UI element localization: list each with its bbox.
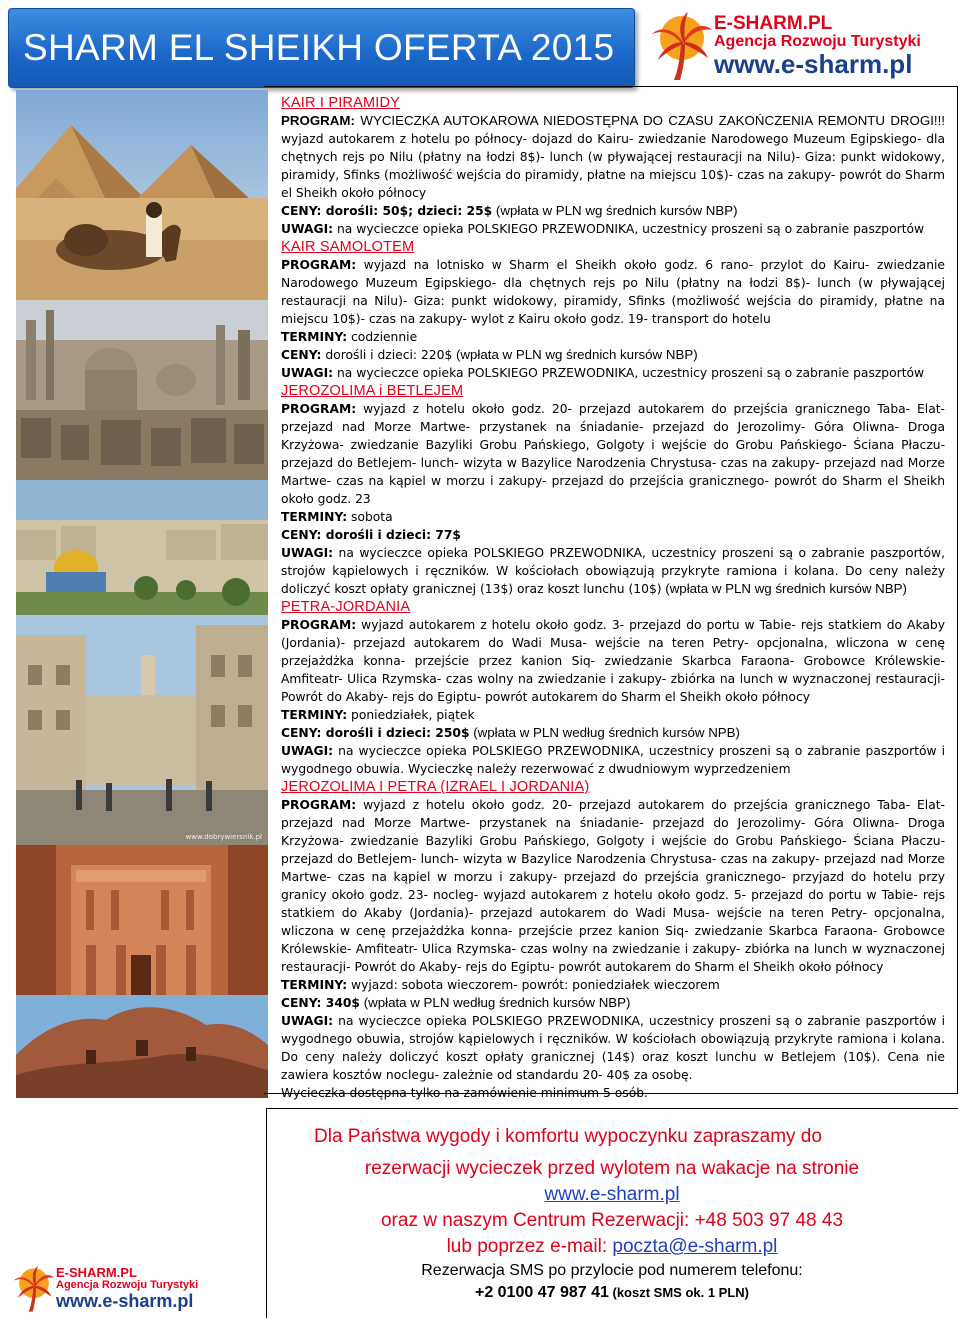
ceny-label: CENY: bbox=[281, 996, 322, 1010]
page-title: SHARM EL SHEIKH OFERTA 2015 bbox=[23, 27, 615, 68]
contact-line-email bbox=[266, 1234, 958, 1260]
section-heading-jerozolima-betlejem: JEROZOLIMA i BETLEJEM bbox=[281, 383, 464, 399]
terminy-text: wyjazd: sobota wieczorem- powrót: poniedziałek wieczorem bbox=[347, 978, 720, 992]
bethlehem-street-photo bbox=[16, 615, 268, 845]
terminy-label: TERMINY: bbox=[281, 510, 348, 524]
contact-line-sms-number bbox=[266, 1282, 958, 1304]
ceny-note: (wpłata w PLN wg średnich kursów NBP) bbox=[492, 203, 738, 218]
ceny-text: dorośli i dzieci: 250$ bbox=[321, 726, 470, 740]
ceny-jerozolima-petra bbox=[281, 994, 945, 1012]
logo-tagline: Agencja Rozwoju Turystyki bbox=[714, 32, 921, 50]
photo-watermark: www.dobrywiersnik.pl bbox=[185, 833, 262, 841]
uwagi-label: UWAGI: bbox=[281, 1014, 334, 1028]
agency-logo-top[interactable] bbox=[650, 6, 952, 84]
ceny-label: CENY: bbox=[281, 528, 322, 542]
ceny-label: CENY: bbox=[281, 726, 322, 740]
program-label: PROGRAM: bbox=[281, 113, 355, 128]
terminy-jerozolima-betlejem bbox=[281, 508, 945, 526]
photo-column bbox=[16, 90, 268, 1098]
terminy-petra-jordania bbox=[281, 706, 945, 724]
ceny-jerozolima-betlejem bbox=[281, 526, 945, 544]
email-link[interactable]: poczta@e-sharm.pl bbox=[612, 1236, 778, 1257]
ceny-kair-piramidy bbox=[281, 202, 945, 220]
uwagi-note: (wpłata w PLN wg średnich kursów NBP) bbox=[661, 581, 907, 596]
uwagi-text: na wycieczce opieka POLSKIEGO PRZEWODNIKA, uczestnicy proszeni są o zabranie paszportów bbox=[333, 222, 925, 236]
program-label: PROGRAM: bbox=[281, 618, 357, 632]
pyramids-photo bbox=[16, 90, 268, 300]
program-label: PROGRAM: bbox=[281, 402, 357, 416]
terminy-label: TERMINY: bbox=[281, 330, 348, 344]
ceny-note: (wpłata w PLN wg średnich kursów NBP) bbox=[452, 347, 698, 362]
ceny-note: (wpłata w PLN według średnich kursów NBP) bbox=[360, 995, 631, 1010]
cairo-city-photo bbox=[16, 300, 268, 480]
terminy-text: codziennie bbox=[347, 330, 418, 344]
program-text: wyjazd na lotnisko w Sharm el Sheikh około godz. 6 rano- przylot do Kairu- zwiedzanie Narodowego Muzeum Egipskiego- dla chętnych rejs po Nilu (płatny na łodzi 8$)- lunch (w pływającej restauracji na Nilu)- Giza: punkt widokowy, piramidy, Sfinks (możliwość wejścia do piramidy, płatne na miejscu 10$)- czas na zakupy- wylot z Kairu około godz. 19- transport do hotelu bbox=[281, 258, 945, 326]
logo-tagline: Agencja Rozwoju Turystyki bbox=[56, 1279, 199, 1291]
ceny-petra-jordania bbox=[281, 724, 945, 742]
uwagi-label: UWAGI: bbox=[281, 366, 334, 380]
contact-line-booking: rezerwacji wycieczek przed wylotem na wakacje na stronie bbox=[364, 1158, 860, 1179]
program-kair-piramidy bbox=[281, 112, 945, 202]
ceny-text: dorośli i dzieci: 220$ bbox=[321, 348, 453, 362]
contact-line-invite: Dla Państwa wygody i komfortu wypoczynku zapraszamy do bbox=[314, 1126, 822, 1147]
palm-tree-icon bbox=[650, 8, 714, 82]
section-heading-jerozolima-petra: JEROZOLIMA I PETRA (IZRAEL I JORDANIA) bbox=[281, 779, 590, 795]
terminy-label: TERMINY: bbox=[281, 978, 348, 992]
section-heading-kair-samolotem: KAIR SAMOLOTEM bbox=[281, 239, 415, 255]
terminy-text: poniedziałek, piątek bbox=[347, 708, 475, 722]
ceny-label: CENY: bbox=[281, 348, 322, 362]
jerusalem-photo bbox=[16, 480, 268, 615]
ceny-note: (wpłata w PLN według średnich kursów NPB) bbox=[469, 725, 740, 740]
program-label: PROGRAM: bbox=[281, 258, 357, 272]
logo-url: www.e-sharm.pl bbox=[714, 48, 913, 79]
website-link[interactable]: www.e-sharm.pl bbox=[544, 1184, 680, 1205]
program-kair-samolotem bbox=[281, 256, 945, 328]
email-prefix: lub poprzez e-mail: bbox=[446, 1236, 613, 1257]
ceny-text: dorośli i dzieci: 77$ bbox=[321, 528, 461, 542]
title-banner bbox=[8, 8, 635, 88]
contact-section bbox=[266, 1124, 958, 1304]
program-jerozolima-betlejem bbox=[281, 400, 945, 508]
uwagi-text: na wycieczce opieka POLSKIEGO PRZEWODNIKA, uczestnicy proszeni są o zabranie paszportów i wygodnego obuwia. Wycieczkę należy rezerwować z dwudniowym wyprzedzeniem bbox=[281, 744, 945, 776]
logo-brand: E-SHARM.PL bbox=[714, 12, 833, 34]
agency-logo-bottom[interactable] bbox=[12, 1262, 236, 1314]
uwagi-petra-jordania bbox=[281, 742, 945, 778]
uwagi-text: na wycieczce opieka POLSKIEGO PRZEWODNIKA, uczestnicy proszeni są o zabranie paszportów, strojów kąpielowych i ręczników. W kościołach obowiązują przykryte ramiona i kolana. Do ceny należy doliczyć koszt opłaty granicznej (13$) oraz koszt lunchu (10$) bbox=[281, 546, 945, 596]
ceny-kair-samolotem bbox=[281, 346, 945, 364]
sms-number: +2 0100 47 987 41 bbox=[474, 1284, 609, 1301]
ceny-label: CENY: bbox=[281, 204, 322, 218]
logo-url: www.e-sharm.pl bbox=[56, 1291, 194, 1311]
footnote-min-persons: Wycieczka dostępna tylko na zamówienie minimum 5 osób. bbox=[281, 1086, 648, 1100]
terminy-text: sobota bbox=[347, 510, 393, 524]
uwagi-label: UWAGI: bbox=[281, 546, 334, 560]
petra-treasury-photo bbox=[16, 845, 268, 995]
uwagi-text: na wycieczce opieka POLSKIEGO PRZEWODNIKA, uczestnicy proszeni są o zabranie paszportów bbox=[333, 366, 925, 380]
ceny-text: dorośli: 50$; dzieci: 25$ bbox=[321, 204, 493, 218]
program-text: wyjazd autokarem z hotelu po północy- dojazd do Kairu- zwiedzanie Narodowego Muzeum Egipskiego- dla chętnych rejs po Nilu (płatny na łodzi 8$)- lunch (w pływającej restauracji na Nilu)- Giza: punkt widokowy, piramidy, Sfinks (możliwość wejścia do piramidy, płatne na miejscu 10$)- czas na zakupy- powrót do Sharm el Sheikh około północy bbox=[281, 132, 945, 200]
logo-brand: E-SHARM.PL bbox=[56, 1265, 137, 1280]
uwagi-text: na wycieczce opieka POLSKIEGO PRZEWODNIKA, uczestnicy proszeni są o zabranie paszportów i wygodnego obuwia, strojów kąpielowych i ręczników. W kościołach obowiązują przykryte ramiona i kolana. Do ceny należy doliczyć koszt opłaty granicznej (14$) oraz koszt lunchu w Betlejem (10$). Cena nie zawiera kosztów noclegu- zależnie od standardu 20- 40$ za osobę. bbox=[281, 1014, 945, 1082]
uwagi-jerozolima-betlejem bbox=[281, 544, 945, 598]
uwagi-label: UWAGI: bbox=[281, 222, 334, 236]
terminy-label: TERMINY: bbox=[281, 708, 348, 722]
program-text: wyjazd z hotelu około godz. 20- przejazd autokarem do przejścia granicznego Taba- Elat- przejazd nad Morze Martwe- przystanek na śniadanie- przejazd do Jerozolimy- Góra Oliwna- Droga Krzyżowa- zwiedzanie Bazyliki Grobu Pańskiego, Golgoty i wejście do Grobu Pańskiego- Ściana Płaczu- przejazd do Betlejem- lunch- wizyta w Bazylice Narodzenia Chrystusa- czas na zakupy- przejazd nad Morze Martwe- czas na kąpiel w morzu i zakupy- przejazd do przejścia granicznego- powrót do Sharm el Sheikh około godz. 23 bbox=[281, 402, 945, 506]
palm-tree-icon bbox=[12, 1263, 56, 1313]
section-heading-petra-jordania: PETRA-JORDANIA bbox=[281, 599, 411, 615]
terminy-jerozolima-petra bbox=[281, 976, 945, 994]
contact-line-website bbox=[266, 1182, 958, 1208]
contact-line-sms: Rezerwacja SMS po przylocie pod numerem telefonu: bbox=[421, 1262, 803, 1279]
offer-content bbox=[281, 94, 945, 1102]
uwagi-kair-samolotem bbox=[281, 364, 945, 382]
program-petra-jordania bbox=[281, 616, 945, 706]
petra-rocks-photo bbox=[16, 995, 268, 1098]
uwagi-kair-piramidy bbox=[281, 220, 945, 238]
program-jerozolima-petra bbox=[281, 796, 945, 976]
contact-line-phone: oraz w naszym Centrum Rezerwacji: +48 503 97 48 43 bbox=[380, 1210, 844, 1231]
program-label: PROGRAM: bbox=[281, 798, 357, 812]
ceny-text: 340$ bbox=[321, 996, 360, 1010]
program-text: wyjazd autokarem z hotelu około godz. 3- przejazd do portu w Tabie- rejs statkiem do Akaby (Jordania)- przejazd autokarem do Wadi Musa- wejście na teren Petry- opcjonalna, wliczona w cenę przejażdżka konna- przejście przez kanion Siq- zwiedzanie Skarbca Faraona- Grobowce Królewskie- Amfiteatr- Ulica Rzymska- czas wolny na zwiedzanie i zakupy- zbiórka na lunch w wyznaczonej restauracji- Powrót do Akaby- rejs do Egiptu- powrót autokarem do Sharm el Sheikh około północy bbox=[281, 618, 945, 704]
program-notice: WYCIECZKA AUTOKAROWA NIEDOSTĘPNA DO CZASU ZAKOŃCZENIA REMONTU DROGI!!! bbox=[360, 113, 945, 128]
section-heading-kair-piramidy: KAIR I PIRAMIDY bbox=[281, 95, 401, 111]
sms-cost-note: (koszt SMS ok. 1 PLN) bbox=[608, 1285, 750, 1300]
terminy-kair-samolotem bbox=[281, 328, 945, 346]
program-text: wyjazd z hotelu około godz. 20- przejazd autokarem do przejścia granicznego Taba- Elat- przejazd nad Morze Martwe- przystanek na śniadanie- przejazd do Jerozolimy- Góra Oliwna- Droga Krzyżowa- zwiedzanie Bazyliki Grobu Pańskiego, Golgoty i wejście do Grobu Pańskiego- Ściana Płaczu- przejazd do Betlejem- lunch- wizyta w Bazylice Narodzenia Chrystusa- czas na zakupy- przejazd nad Morze Martwe- czas na kąpiel w morzu i zakupy- przejazd do przejścia granicznego- przyjazd do hotelu przy granicy około godz. 23- nocleg- wyjazd autokarem z hotelu około godz. 5- przejazd do portu w Tabie- rejs statkiem do Akaby (Jordania)- przejazd autokarem do Wadi Musa- wejście na teren Petry- opcjonalna, wliczona w cenę przejażdżka konna- przejście przez kanion Siq- zwiedzanie Skarbca Faraona- Grobowce Królewskie- Amfiteatr- Ulica Rzymska- czas wolny na zwiedzanie i zakupy- zbiórka na lunch w wyznaczonej restauracji- Powrót do Akaby- rejs do Egiptu- powrót autokarem do Sharm el Sheikh około północy bbox=[281, 798, 945, 974]
uwagi-jerozolima-petra bbox=[281, 1012, 945, 1084]
uwagi-label: UWAGI: bbox=[281, 744, 334, 758]
